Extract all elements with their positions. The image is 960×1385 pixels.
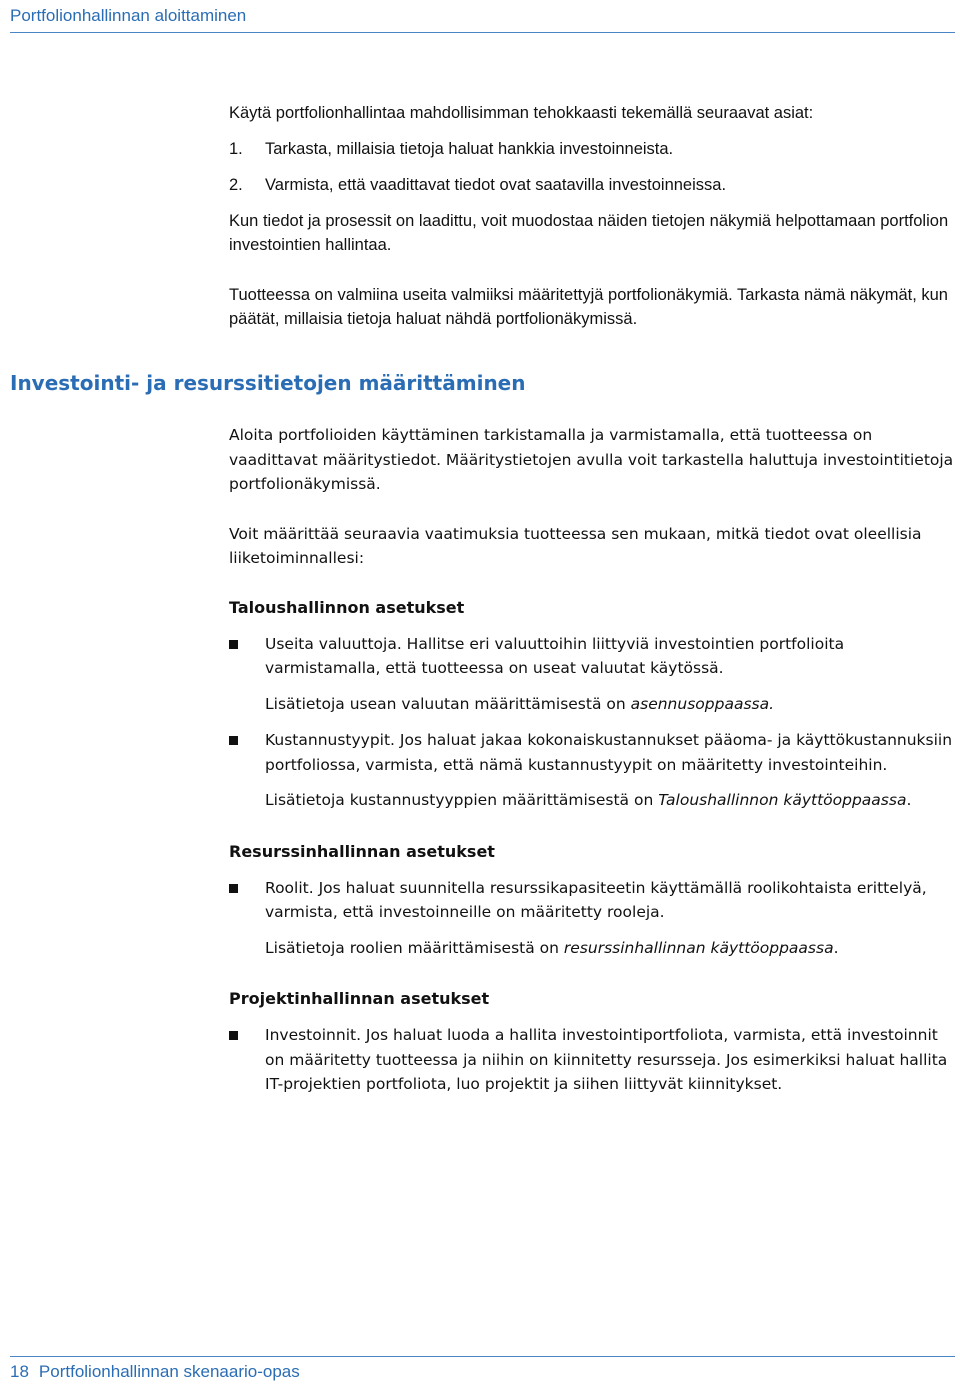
list-item	[229, 876, 954, 961]
page-number: 18	[10, 1362, 29, 1381]
running-footer	[10, 1362, 300, 1382]
section-paragraph: Aloita portfolioiden käyttäminen tarkistamalla ja varmistamalla, että tuotteessa on vaadittavat määritystiedot. Määritystietojen avulla voit tarkastella haluttuja investointitietoja portfolionäkymissä.	[229, 426, 954, 493]
intro-lead: Käytä portfolionhallintaa mahdollisimman tehokkaasti tekemällä seuraavat asiat:	[229, 104, 814, 122]
intro-paragraph: Tuotteessa on valmiina useita valmiiksi määritettyjä portfolionäkymiä. Tarkasta nämä näkymät, kun päätät, millaisia tietoja haluat nähdä portfolionäkymissä.	[229, 285, 948, 328]
guide-reference: Taloushallinnon käyttöoppaassa	[658, 791, 907, 809]
footer-title: Portfolionhallinnan skenaario-opas	[38, 1362, 300, 1381]
step-text: Tarkasta, millaisia tietoja haluat hankkia investoinneista.	[265, 139, 674, 158]
bullet-square-icon	[229, 1023, 265, 1040]
step-text: Varmista, että vaadittavat tiedot ovat saatavilla investoinneissa.	[265, 175, 727, 194]
bullet-square-icon	[229, 876, 265, 893]
guide-reference: resurssinhallinnan käyttöoppaassa	[563, 938, 834, 957]
more-info-text: Lisätietoja roolien määrittämisestä on resurssinhallinnan käyttöoppaassa.	[265, 938, 839, 957]
list-item	[229, 632, 954, 717]
header-divider	[10, 32, 955, 33]
section-paragraph: Voit määrittää seuraavia vaatimuksia tuotteessa sen mukaan, mitkä tiedot ovat oleellisia liiketoiminnallesi:	[229, 524, 922, 567]
step-item	[229, 173, 954, 197]
intro-paragraph: Kun tiedot ja prosessit on laadittu, voit muodostaa näiden tietojen näkymiä helpottamaan portfolion investointien hallintaa.	[229, 211, 949, 254]
list-item	[229, 728, 954, 813]
project-settings-heading: Projektinhallinnan asetukset	[229, 989, 490, 1008]
list-item	[229, 1023, 954, 1097]
bullet-square-icon	[229, 632, 265, 649]
intro-content	[229, 101, 954, 332]
footer-divider	[10, 1356, 955, 1357]
list-item-text: Useita valuuttoja. Hallitse eri valuuttoihin liittyviä investointien portfolioita varmistamalla, että tuotteessa on useat valuutat käytössä.	[265, 634, 845, 677]
running-header: Portfolionhallinnan aloittaminen	[10, 6, 247, 25]
more-info-text: Lisätietoja usean valuutan määrittämisestä on asennusoppaassa.	[265, 694, 775, 713]
finance-settings-heading: Taloushallinnon asetukset	[229, 597, 465, 617]
section-heading: Investointi- ja resurssitietojen määrittäminen	[10, 371, 526, 395]
list-item-text: Investoinnit. Jos haluat luoda a hallita investointiportfoliota, varmista, että investoinnit on määritetty tuotteessa ja niihin on kiinnitetty resursseja. Jos esimerkiksi haluat hallita IT-projektien portfoliota, luo projektit ja siihen liittyvät kiinnitykset.	[265, 1026, 948, 1093]
step-number: 2.	[229, 175, 243, 194]
guide-reference: asennusoppaassa.	[630, 694, 775, 713]
step-number: 1.	[229, 139, 243, 158]
more-info-text: Lisätietoja kustannustyyppien määrittämisestä on Taloushallinnon käyttöoppaassa.	[265, 791, 912, 809]
list-item-text: Kustannustyypit. Jos haluat jakaa kokonaiskustannukset pääoma- ja käyttökustannuksiin portfoliossa, varmista, että nämä kustannustyypit on määritetty investointeihin.	[265, 731, 953, 774]
bullet-square-icon	[229, 728, 265, 745]
list-item-text: Roolit. Jos haluat suunnitella resurssikapasiteetin käyttämällä roolikohtaista erittelyä, varmista, että investoinneille on määritetty rooleja.	[265, 878, 927, 921]
step-item	[229, 137, 954, 161]
resource-settings-heading: Resurssinhallinnan asetukset	[229, 841, 495, 861]
steps-list	[229, 137, 954, 197]
section-content	[229, 423, 954, 1097]
